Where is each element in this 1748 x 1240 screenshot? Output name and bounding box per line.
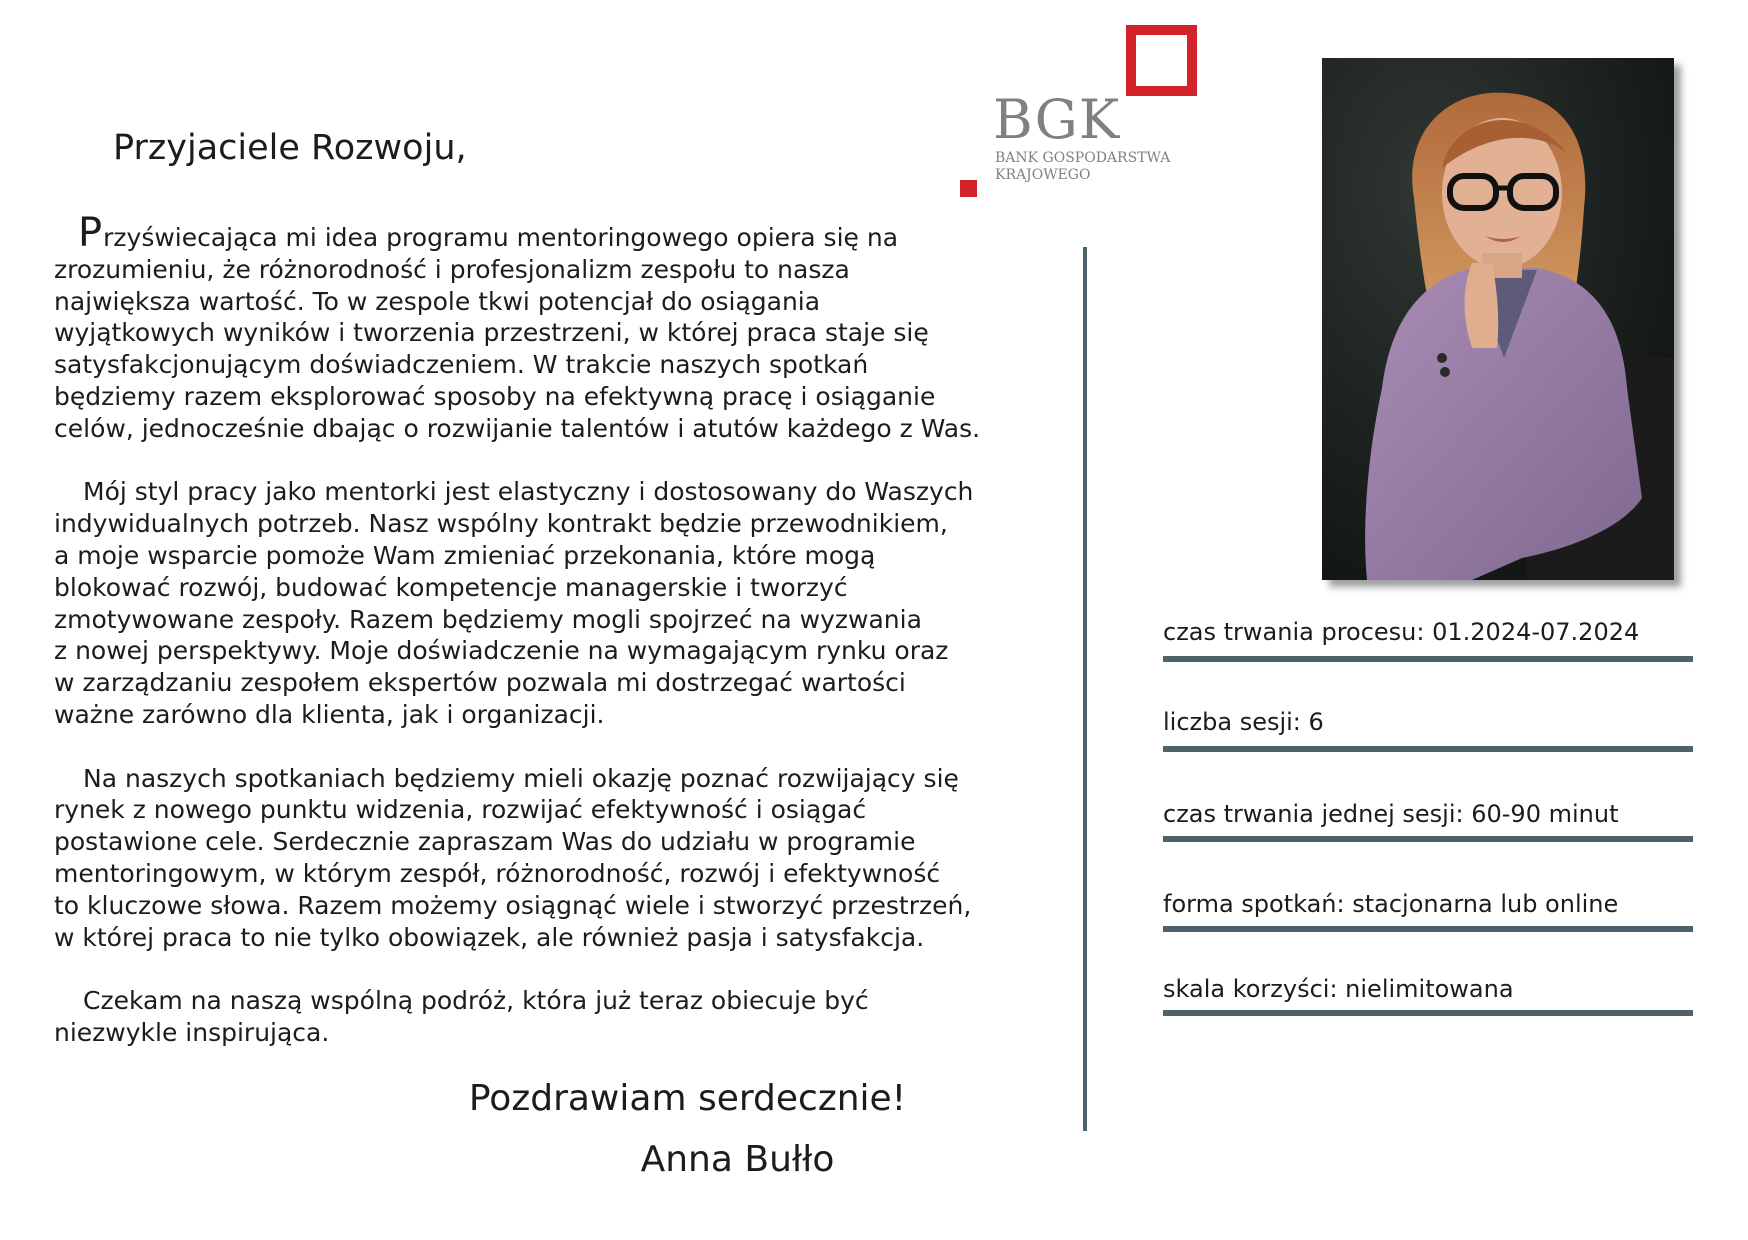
signature: Anna Bułło <box>640 1139 835 1180</box>
detail-duration <box>1163 617 1693 647</box>
detail-underline <box>1163 836 1693 842</box>
paragraph-3-text: Na naszych spotkaniach będziemy mieli okazję poznać rozwijający się rynek z nowego punktu widzenia, rozwijać efektywność i osiągać postawione cele. Serdecznie zapraszam Was do udziału w programie mentoringowym, w którym zespół, różnorodność, rozwój i efektywność to kluczowe słowa. Razem możemy osiągnąć wiele i stworzyć przestrzeń, w której praca to nie tylko obowiązek, ale również pasja i satysfakcja. <box>54 763 972 952</box>
paragraph-4 <box>54 985 1064 1049</box>
detail-underline <box>1163 656 1693 662</box>
paragraph-3 <box>54 763 1064 954</box>
detail-sessions <box>1163 707 1693 737</box>
detail-underline <box>1163 926 1693 932</box>
detail-underline <box>1163 1010 1693 1016</box>
logo-wordmark: BGK <box>993 88 1121 151</box>
detail-benefits <box>1163 974 1693 1004</box>
closing-line: Pozdrawiam serdecznie! <box>468 1078 907 1119</box>
detail-benefits-text: skala korzyści: nielimitowana <box>1163 975 1514 1003</box>
bgk-logo <box>960 24 1210 204</box>
letter-body <box>54 210 1064 1049</box>
vertical-divider <box>1083 247 1087 1131</box>
mentor-portrait-photo <box>1322 58 1674 580</box>
detail-sessions-text: liczba sesji: 6 <box>1163 708 1324 736</box>
logo-subtitle: BANK GOSPODARSTWA KRAJOWEGO <box>995 150 1171 183</box>
paragraph-1-text: rzyświecająca mi idea programu mentoringowego opiera się na zrozumieniu, że różnorodność i profesjonalizm zespołu to nasza największa wartość. To w zespole tkwi potencjał do osiągania wyjątkowych wyników i tworzenia przestrzeni, w której praca staje się satysfakcjonującym doświadczeniem. W trakcie naszych spotkań będziemy razem eksplorować sposoby na efektywną pracę i osiąganie celów, jednocześnie dbając o rozwijanie talentów i atutów każdego z Was. <box>54 223 981 443</box>
drop-cap: P <box>78 210 103 256</box>
paragraph-1 <box>54 210 1064 445</box>
logo-red-square <box>1131 30 1192 91</box>
paragraph-4-text: Czekam na naszą wspólną podróż, która już teraz obiecuje być niezwykle inspirująca. <box>54 986 869 1047</box>
greeting: Przyjaciele Rozwoju, <box>113 128 467 168</box>
paragraph-2 <box>54 476 1064 730</box>
detail-meeting-form-text: forma spotkań: stacjonarna lub online <box>1163 890 1619 918</box>
paragraph-2-text: Mój styl pracy jako mentorki jest elastyczny i dostosowany do Waszych indywidualnych potrzeb. Nasz wspólny kontrakt będzie przewodnikiem, a moje wsparcie pomoże Wam zmieniać przekonania, które mogą blokować rozwój, budować kompetencje managerskie i tworzyć zmotywowane zespoły. Razem będziemy mogli spojrzeć na wyzwania z nowej perspektywy. Moje doświadczenie na wymagającym rynku oraz w zarządzaniu zespołem ekspertów pozwala mi dostrzegać wartości ważne zarówno dla klienta, jak i organizacji. <box>54 477 974 729</box>
detail-session-length-text: czas trwania jednej sesji: 60-90 minut <box>1163 800 1619 828</box>
detail-session-length <box>1163 799 1693 829</box>
detail-duration-text: czas trwania procesu: 01.2024-07.2024 <box>1163 618 1640 646</box>
logo-red-dot <box>960 180 977 197</box>
detail-meeting-form <box>1163 889 1693 919</box>
detail-underline <box>1163 746 1693 752</box>
portrait-illustration <box>1322 58 1674 580</box>
